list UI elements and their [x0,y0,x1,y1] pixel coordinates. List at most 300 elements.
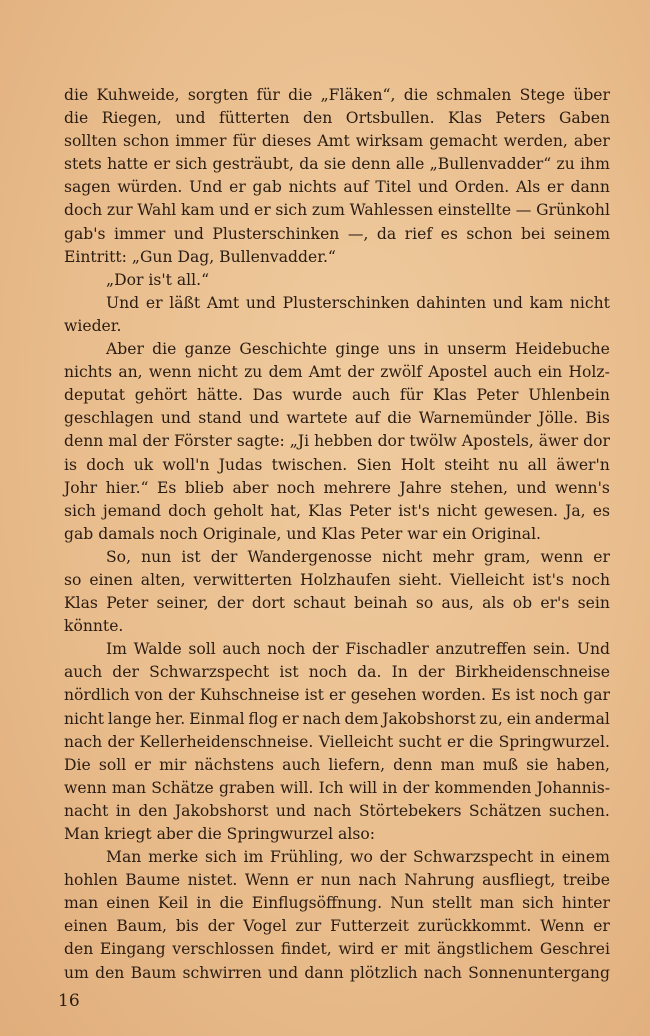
word: Original. [471,524,542,543]
word: an, [118,363,143,382]
word: sieht. [398,570,443,589]
word: zum [311,201,345,220]
word: mit [404,940,431,959]
word: Klas [448,109,482,128]
word: man [479,894,514,913]
text-line [64,269,610,292]
word: Baume [125,871,181,890]
word: dor [377,432,405,451]
word: dort [251,594,285,613]
word: ist [304,686,324,705]
word: der [417,663,445,682]
word: denn [351,155,391,174]
word: wurde [292,386,343,405]
word: zu, [479,709,503,728]
word: Und [576,640,610,659]
word: Kuhweide, [96,86,180,104]
word: und [173,224,204,243]
word: wo [350,848,373,867]
word: nicht [382,547,423,566]
word: flog [248,709,279,728]
word: wenn [64,778,107,797]
word: Ich [318,778,344,797]
word: um [64,963,89,982]
word: und [516,478,547,497]
word: die [64,109,89,128]
word: Vielleicht [318,732,394,751]
word: aber [573,132,610,151]
word: auf [343,178,369,197]
word: „Gun [131,247,178,266]
word: die [64,86,89,104]
word: Amt [317,132,350,151]
word: Judas [218,455,263,474]
word: wenn [148,363,192,382]
word: Eingang [99,940,166,959]
word: der [207,917,235,936]
word: Springwurzel. [498,732,610,751]
word: schaut [293,594,346,613]
word: es [592,501,610,520]
word: ihm [580,155,610,174]
word: nun [141,547,172,566]
word: Geschichte [239,340,328,359]
word: kam [529,293,564,312]
text-line [64,361,610,384]
word: ob [512,594,533,613]
word: Bis [585,409,610,428]
book-page-text [64,84,610,985]
word: aus, [441,594,474,613]
word: dieses [261,132,312,151]
word: Schätze [151,778,214,797]
word: Stege [519,86,565,104]
word: Klas [432,386,467,405]
word: der [311,640,339,659]
word: Geschrei [539,940,610,959]
word: alle [395,155,425,174]
word: lange [107,709,152,728]
word: wenn's [554,478,610,497]
word: zu [244,363,263,382]
word: Im [106,640,127,659]
word: er [153,155,171,174]
word: auch [351,386,391,405]
word: für [256,86,280,104]
word: ist [181,547,201,566]
word: dem [344,709,379,728]
word: Titel [375,178,412,197]
word: sie [526,755,549,774]
word: geholt [213,501,264,520]
word: geschlagen [64,409,154,428]
word: Uhlenbein [528,386,610,405]
word: dor [583,432,610,451]
word: war [407,524,443,543]
word: Einflugsöffnung. [251,894,383,913]
word: werden, [503,132,568,151]
word: zwölf [380,363,422,382]
word: doch [86,455,125,474]
word: treibe [562,871,610,890]
word: der [347,363,375,382]
word: gesehen [350,686,417,705]
word: der [107,732,135,751]
word: und [286,524,322,543]
word: es [440,224,458,243]
text-line [64,107,610,130]
word: da. [357,663,382,682]
word: auch [282,755,321,774]
word: worden. [421,686,486,705]
word: gesträubt, [212,155,294,174]
text-line [64,477,610,500]
word: er [145,293,163,312]
word: So, [106,547,132,566]
word: hat, [270,501,301,520]
word: die [403,86,428,104]
word: all [527,455,547,474]
word: bis [175,917,199,936]
word: hinter [561,894,610,913]
word: her. [155,709,186,728]
word: andermal [534,709,610,728]
word: nach [313,801,352,820]
word: deputat [64,386,126,405]
word: Die [64,755,91,774]
word: — [515,201,532,220]
text-line [64,892,610,915]
word: Holz- [568,363,610,382]
word: zurückkommt. [417,917,532,936]
word: äwer'n [556,455,610,474]
word: Kellerheidenschneise. [139,732,314,751]
word: nichts [288,178,337,197]
word: sucht [398,732,442,751]
text-line [64,661,610,684]
text-line [64,915,610,938]
text-line [64,823,610,846]
word: denn [64,432,104,451]
word: Sonnenuntergang [468,963,610,982]
word: ein [506,709,531,728]
word: Gaben [558,109,610,128]
word: steiht [444,455,490,474]
word: nicht [569,293,610,312]
word: zur [295,917,322,936]
word: Walde [133,640,182,659]
word: als [482,594,505,613]
word: und [249,409,280,428]
word: muß [482,755,519,774]
word: nistet. [187,871,238,890]
word: Warnemünder [418,409,532,428]
word: Kuhschneise [199,686,300,705]
word: er [296,871,314,890]
word: Holzhaufen [300,570,391,589]
word: nicht [436,501,477,520]
word: unserm [447,340,507,359]
word: Jakobshorst [382,709,476,728]
word: ganze [184,340,232,359]
word: Vielleicht [449,570,525,589]
word: schon [122,132,170,151]
text-line [64,546,610,569]
word: Als [516,178,541,197]
word: er's [540,594,570,613]
word: Ortsbullen. [345,109,435,128]
word: Peter [476,386,519,405]
word: der [112,663,139,682]
text-line [64,84,610,107]
word: nacht [64,801,109,820]
word: sich [64,501,96,520]
word: Wandergenosse [247,547,373,566]
word: Orden. [454,178,510,197]
word: da [376,224,397,243]
word: aber [156,825,198,843]
word: nicht [197,363,238,382]
word: schon [466,224,513,243]
word: rief [404,224,433,243]
word: doch [168,501,207,520]
word: nach [302,709,341,728]
word: wenn [540,547,584,566]
text-line [64,615,610,638]
word: sein [577,594,610,613]
word: könnte. [64,617,124,636]
word: Frühling, [270,848,344,867]
word: die [288,86,313,104]
text-line [64,315,610,338]
word: einem [561,848,610,867]
text-line [64,199,610,222]
word: Heidebuche [514,340,610,359]
word: Springwurzel [226,825,339,843]
text-line [64,454,610,477]
word: sich [275,201,308,220]
word: anzutreffen [435,640,527,659]
word: die [387,409,412,428]
word: Peter [360,524,408,543]
word: Schwarzspecht [149,663,270,682]
word: also: [338,825,375,843]
word: Wahlessen [349,201,434,220]
text-line [64,130,610,153]
word: findet, [280,940,332,959]
word: dann [304,963,344,982]
word: er [134,755,151,774]
word: gewesen. [484,501,559,520]
word: nach [64,732,103,751]
word: auch [64,663,103,682]
word: Bullenvadder.“ [219,247,336,266]
word: Jölle. [538,409,579,428]
word: Riegen, [101,109,162,128]
word: Klas [321,524,361,543]
word: da [299,155,319,174]
word: mir [159,755,187,774]
word: im [243,848,264,867]
word: Peters [495,109,546,128]
word: man [111,778,147,797]
word: uns [387,340,416,359]
word: nach [358,871,397,890]
text-line [64,384,610,407]
text-line [64,869,610,892]
word: und [160,409,191,428]
word: twischen. [271,455,348,474]
word: sich [204,848,237,867]
word: ist [279,663,299,682]
word: und [417,178,449,197]
word: der [379,848,407,867]
word: immer [114,224,166,243]
word: Das [252,386,283,405]
word: die [197,825,227,843]
word: hätte. [196,386,243,405]
word: dem [268,363,303,382]
word: Apostels, [461,432,534,451]
word: er [446,732,464,751]
word: Klas [308,501,343,520]
word: hebben [314,432,373,451]
word: Es [156,478,177,497]
word: so [64,570,82,589]
word: nicht [64,709,105,728]
word: Plusterschinken [282,293,410,312]
word: Wenn [244,871,289,890]
word: er [380,940,398,959]
word: er [593,917,610,936]
word: In [391,663,408,682]
word: sagen [64,178,111,197]
word: gar [583,686,610,705]
word: Amt [206,293,240,312]
text-line [64,684,610,707]
word: Futterzeit [330,917,409,936]
word: so [415,594,434,613]
word: seiner, [156,594,209,613]
word: mal [108,432,138,451]
word: der [402,778,430,797]
word: hatte [107,155,149,174]
word: den [95,963,125,982]
word: von [134,686,163,705]
text-line [64,407,610,430]
word: nächstens [194,755,275,774]
word: fütterten [218,109,290,128]
word: nach [423,963,462,982]
text-line [64,777,610,800]
word: er [282,709,299,728]
text-line [64,592,610,615]
word: sein. [532,640,571,659]
text-line [64,708,610,731]
word: plötzlich [349,963,418,982]
word: gehört [134,386,188,405]
text-line [64,962,610,985]
word: ängstlichem [436,940,534,959]
text-line [64,846,610,869]
word: wieder. [64,316,122,335]
word: beinah [353,594,408,613]
word: twölw [409,432,457,451]
word: immer [175,132,227,151]
word: nichts [64,363,113,382]
word: Schätzen [468,801,542,820]
word: er [328,686,346,705]
word: würden. [117,178,183,197]
word: den [303,109,333,128]
word: er [593,547,610,566]
word: Sien [356,455,392,474]
word: wirksam [355,132,424,151]
word: graben [218,778,275,797]
word: und [275,801,306,820]
word: Vogel [243,917,287,936]
word: —, [347,224,369,243]
word: Baum, [116,917,167,936]
word: ein [537,363,563,382]
word: „Dor [106,270,149,289]
word: nördlich [64,686,130,705]
word: Johr [64,478,98,497]
word: Eintritt: [64,247,132,266]
word: Originale, [202,524,287,543]
word: läßt [169,293,201,312]
word: der [168,686,195,705]
word: zu [556,155,575,174]
word: wird [338,940,375,959]
word: er [229,178,246,197]
word: Baum [130,963,177,982]
word: schmalen [436,86,512,104]
word: mehrere [323,478,391,497]
text-line [64,638,610,661]
word: soll [188,640,216,659]
word: noch [276,478,316,497]
text-line [64,153,610,176]
word: und [245,293,276,312]
word: liefern, [328,755,386,774]
word: zur [106,201,133,220]
word: sie [323,155,347,174]
word: dann [570,178,610,197]
word: Peter [106,594,149,613]
word: woll'n [162,455,210,474]
word: kriegt [104,825,157,843]
word: „Bullenvadder“ [429,155,552,174]
word: Jahre [399,478,442,497]
word: noch [159,524,203,543]
word: ginge [335,340,380,359]
word: ist's [532,570,564,589]
word: Und [189,178,223,197]
word: die [469,732,494,751]
text-line [64,430,610,453]
text-line [64,523,610,546]
word: is [64,455,77,474]
word: Holt [400,455,435,474]
text-line [64,246,610,269]
word: und [175,109,206,128]
word: Man [64,825,105,843]
word: Man [106,848,142,867]
word: und [219,201,250,220]
word: „Ji [289,432,310,451]
word: merke [148,848,199,867]
